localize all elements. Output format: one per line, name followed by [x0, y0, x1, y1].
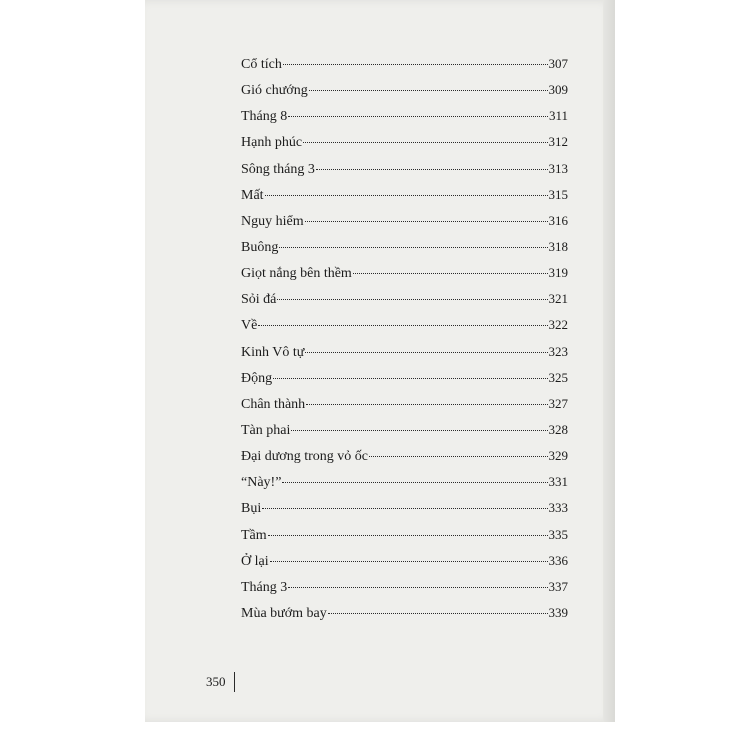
dot-leader — [273, 378, 547, 379]
toc-entry-page: 327 — [548, 395, 568, 411]
dot-leader — [303, 142, 547, 143]
toc-entry-page: 313 — [548, 160, 568, 176]
dot-leader — [309, 90, 548, 91]
toc-entry-title: Nguy hiểm — [241, 213, 304, 229]
toc-entry-title: Cổ tích — [241, 57, 282, 72]
toc-entry-title: Đại dương trong vỏ ốc — [241, 449, 368, 465]
toc-entry-page: 315 — [548, 186, 568, 202]
toc-entry-title: Kinh Vô tự — [241, 344, 305, 360]
toc-entry — [241, 553, 568, 579]
toc-entry-page: 337 — [548, 578, 568, 594]
toc-entry-page: 309 — [548, 82, 568, 98]
dot-leader — [265, 195, 548, 196]
toc-entry-page: 322 — [548, 317, 568, 333]
table-of-contents — [241, 56, 568, 631]
toc-entry-title: Giọt nắng bên thềm — [241, 266, 352, 282]
toc-entry — [241, 527, 568, 553]
toc-entry-title: Buông — [241, 239, 279, 255]
toc-entry — [241, 134, 568, 160]
toc-entry — [241, 344, 568, 370]
toc-entry — [241, 605, 568, 631]
toc-entry-title: Hạnh phúc — [241, 135, 303, 151]
dot-leader — [258, 325, 547, 326]
toc-entry-title: “Này!” — [241, 475, 282, 491]
toc-entry-page: 335 — [548, 526, 568, 542]
dot-leader — [279, 247, 547, 248]
toc-entry — [241, 82, 568, 108]
dot-leader — [369, 456, 548, 457]
toc-entry-title: Về — [241, 318, 258, 334]
dot-leader — [291, 430, 547, 431]
toc-entry — [241, 396, 568, 422]
page-number: 350 — [206, 674, 226, 689]
toc-entry — [241, 56, 568, 82]
dot-leader — [270, 561, 548, 562]
dot-leader — [306, 404, 547, 405]
dot-leader — [277, 299, 547, 300]
page-edge-shadow — [603, 0, 615, 722]
toc-entry — [241, 579, 568, 605]
toc-entry-page: 323 — [548, 343, 568, 359]
toc-entry-page: 331 — [548, 474, 568, 490]
toc-entry-title: Ở lại — [241, 553, 269, 569]
toc-entry-page: 318 — [548, 238, 568, 254]
toc-entry-title: Chân thành — [241, 396, 306, 412]
dot-leader — [305, 352, 547, 353]
toc-entry — [241, 474, 568, 500]
dot-leader — [288, 116, 548, 117]
toc-entry — [241, 448, 568, 474]
toc-entry-title: Bụi — [241, 501, 262, 517]
toc-entry — [241, 213, 568, 239]
toc-entry-page: 333 — [548, 500, 568, 516]
dot-leader — [353, 273, 548, 274]
toc-entry-title: Sông tháng 3 — [241, 161, 315, 177]
toc-entry-title: Tầm — [241, 527, 267, 543]
toc-entry-page: 311 — [548, 108, 568, 124]
toc-entry-title: Động — [241, 370, 273, 386]
toc-entry-title: Tàn phai — [241, 422, 291, 438]
toc-entry — [241, 317, 568, 343]
toc-entry-page: 321 — [548, 291, 568, 307]
dot-leader — [288, 587, 547, 588]
toc-entry — [241, 187, 568, 213]
toc-entry-page: 312 — [548, 134, 568, 150]
folio-divider — [234, 672, 235, 692]
toc-entry-page: 328 — [548, 421, 568, 437]
toc-entry — [241, 291, 568, 317]
toc-entry-title: Mùa bướm bay — [241, 605, 327, 621]
toc-entry — [241, 422, 568, 448]
toc-entry — [241, 161, 568, 187]
toc-entry-title: Mất — [241, 187, 264, 203]
toc-entry-title: Tháng 3 — [241, 579, 288, 595]
toc-entry-page: 307 — [548, 56, 568, 71]
dot-leader — [328, 613, 548, 614]
page-folio — [206, 672, 235, 692]
toc-entry-title: Gió chướng — [241, 83, 308, 99]
dot-leader — [305, 221, 548, 222]
toc-entry — [241, 500, 568, 526]
toc-entry — [241, 265, 568, 291]
toc-entry — [241, 239, 568, 265]
toc-entry-title: Sỏi đá — [241, 292, 277, 308]
dot-leader — [316, 169, 548, 170]
toc-entry-title: Tháng 8 — [241, 109, 288, 125]
toc-entry-page: 329 — [548, 448, 568, 464]
dot-leader — [283, 64, 548, 65]
dot-leader — [282, 482, 547, 483]
toc-entry-page: 339 — [548, 604, 568, 620]
dot-leader — [262, 508, 547, 509]
toc-entry-page: 319 — [548, 265, 568, 281]
dot-leader — [268, 535, 548, 536]
toc-entry-page: 325 — [548, 369, 568, 385]
toc-entry-page: 316 — [548, 212, 568, 228]
toc-entry-page: 336 — [548, 552, 568, 568]
toc-entry — [241, 108, 568, 134]
toc-entry — [241, 370, 568, 396]
